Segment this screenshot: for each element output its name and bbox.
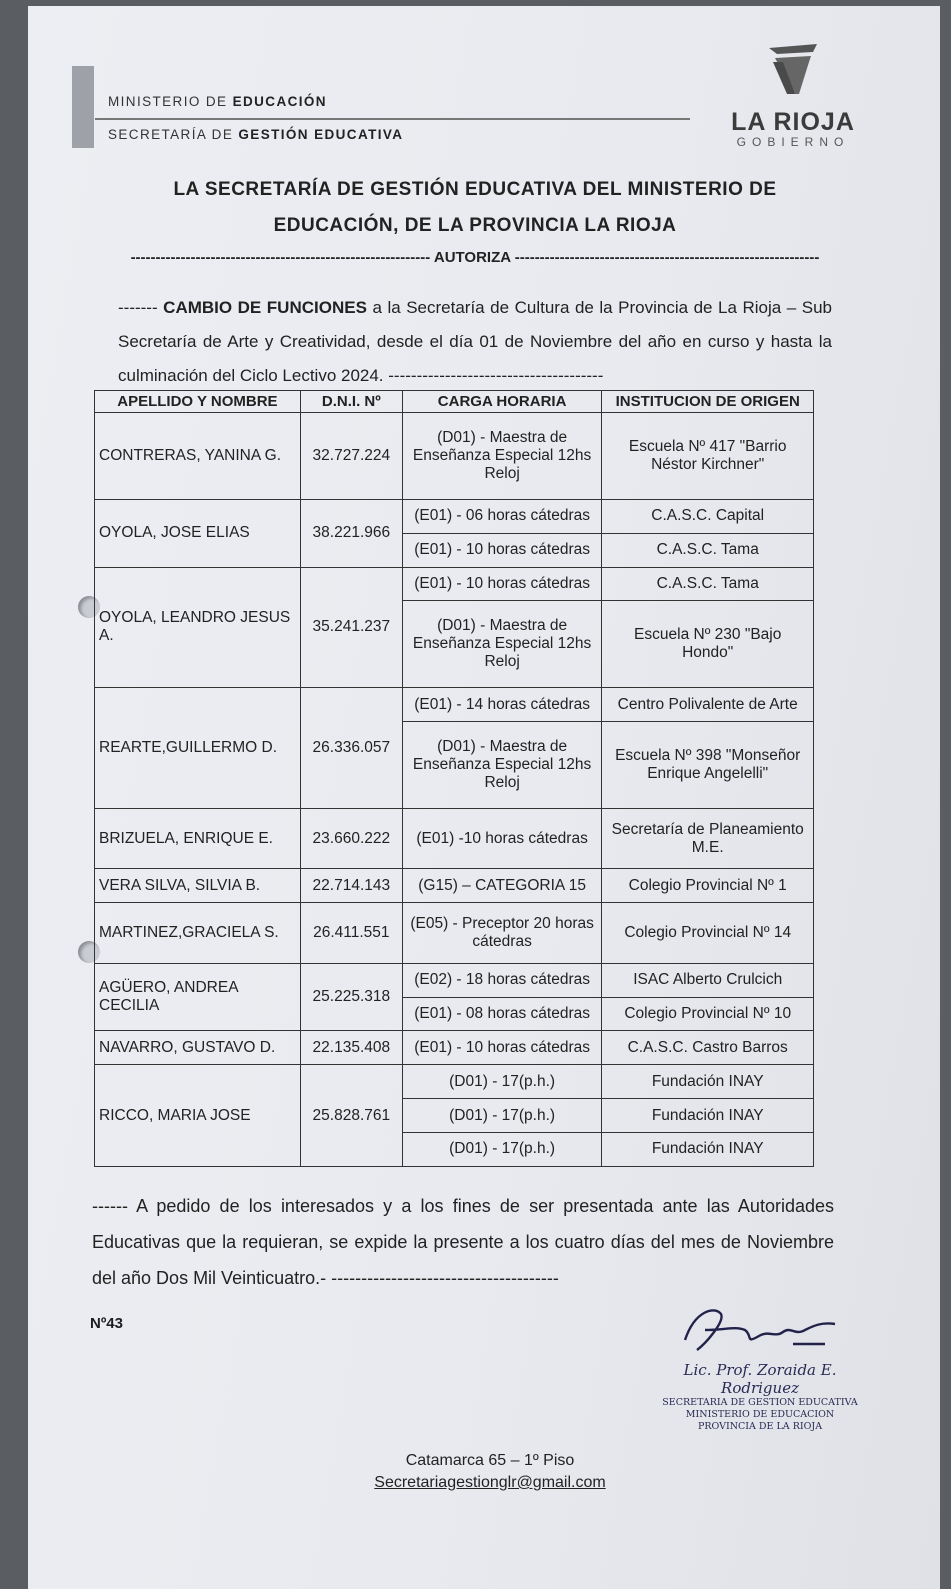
carga-horaria-cell: (E01) -10 horas cátedras (402, 809, 602, 869)
table-row (95, 963, 814, 997)
carga-horaria-cell: (E01) - 08 horas cátedras (402, 997, 602, 1031)
institucion-cell: Escuela Nº 417 "Barrio Néstor Kirchner" (602, 413, 814, 500)
institucion-cell: Colegio Provincial Nº 14 (602, 903, 814, 963)
carga-horaria-cell: (D01) - 17(p.h.) (402, 1132, 602, 1166)
dni-cell: 38.221.966 (300, 499, 402, 567)
institucion-cell: C.A.S.C. Castro Barros (602, 1031, 814, 1065)
institucion-cell: Colegio Provincial Nº 10 (602, 997, 814, 1031)
header-bar (72, 66, 94, 148)
dni-cell: 25.225.318 (300, 963, 402, 1031)
signature-block (660, 1300, 860, 1433)
table-row (95, 413, 814, 500)
closing-paragraph: ------ A pedido de los interesados y a los fines de ser presentada ante las Autoridades Educativas que la requieran, se expide la presente a los cuatro días del mes de Noviembre del año Dos Mil Veinticuatro.- -------------------------------------- (92, 1196, 834, 1288)
carga-horaria-cell: (D01) - 17(p.h.) (402, 1065, 602, 1099)
carga-horaria-cell: (E01) - 10 horas cátedras (402, 1031, 602, 1065)
person-name-cell: CONTRERAS, YANINA G. (95, 413, 301, 500)
signatory-name: Lic. Prof. Zoraida E. Rodriguez (683, 1361, 837, 1397)
secretaria-name: SECRETARÍA DE GESTIÓN EDUCATIVA (108, 127, 404, 142)
institucion-cell: Fundación INAY (602, 1132, 814, 1166)
column-header: CARGA HORARIA (402, 391, 602, 413)
carga-horaria-cell: (E05) - Preceptor 20 horas cátedras (402, 903, 602, 963)
table-row (95, 903, 814, 963)
table-row (95, 688, 814, 722)
person-name-cell: REARTE,GUILLERMO D. (95, 688, 301, 809)
carga-horaria-cell: (D01) - Maestra de Enseñanza Especial 12hs Reloj (402, 722, 602, 809)
document-title: LA SECRETARÍA DE GESTIÓN EDUCATIVA DEL MINISTERIO DE EDUCACIÓN, DE LA PROVINCIA LA RIOJA (173, 179, 777, 236)
dni-cell: 35.241.237 (300, 567, 402, 688)
table-row (95, 499, 814, 533)
institucion-cell: Colegio Provincial Nº 1 (602, 869, 814, 903)
carga-horaria-cell: (D01) - 17(p.h.) (402, 1099, 602, 1133)
person-name-cell: VERA SILVA, SILVIA B. (95, 869, 301, 903)
table-row (95, 1065, 814, 1099)
carga-horaria-cell: (E01) - 14 horas cátedras (402, 688, 602, 722)
institucion-cell: Secretaría de Planeamiento M.E. (602, 809, 814, 869)
carga-horaria-cell: (E02) - 18 horas cátedras (402, 963, 602, 997)
carga-horaria-cell: (E01) - 06 horas cátedras (402, 499, 602, 533)
institucion-cell: C.A.S.C. Tama (602, 533, 814, 567)
footer-address: Catamarca 65 – 1º Piso (405, 1452, 575, 1469)
institucion-cell: C.A.S.C. Tama (602, 567, 814, 601)
logo-mark-icon (765, 42, 821, 104)
person-name-cell: MARTINEZ,GRACIELA S. (95, 903, 301, 963)
institucion-cell: ISAC Alberto Crulcich (602, 963, 814, 997)
person-name-cell: OYOLA, LEANDRO JESUS A. (95, 567, 301, 688)
document-number: Nº43 (90, 1315, 123, 1332)
person-name-cell: AGÜERO, ANDREA CECILIA (95, 963, 301, 1031)
carga-horaria-cell: (E01) - 10 horas cátedras (402, 533, 602, 567)
header-rule (95, 118, 690, 120)
institucion-cell: Centro Polivalente de Arte (602, 688, 814, 722)
dni-cell: 25.828.761 (300, 1065, 402, 1167)
dni-cell: 32.727.224 (300, 413, 402, 500)
autoriza-line: ------------------------------------------------------------ AUTORIZA ------------------------------------------------------------- (130, 249, 820, 266)
footer (300, 1450, 680, 1494)
signatory-role: SECRETARIA DE GESTION EDUCATIVA (662, 1397, 858, 1408)
dni-cell: 22.135.408 (300, 1031, 402, 1065)
column-header: APELLIDO Y NOMBRE (95, 391, 301, 413)
handwritten-signature (675, 1300, 845, 1358)
institucion-cell: Fundación INAY (602, 1065, 814, 1099)
column-header: INSTITUCION DE ORIGEN (602, 391, 814, 413)
logo-text: LA RIOJA (731, 108, 855, 136)
la-rioja-logo (728, 42, 858, 149)
intro-paragraph: ------- CAMBIO DE FUNCIONES a la Secretaría de Cultura de la Provincia de La Rioja – Sub Secretaría de Arte y Creatividad, desde el día 01 de Noviembre del año en curso y hasta la culminación del Ciclo Lectivo 2024. -------------------------------------- (118, 298, 833, 385)
institucion-cell: Escuela Nº 398 "Monseñor Enrique Angelelli" (602, 722, 814, 809)
ministry-name: MINISTERIO DE EDUCACIÓN (108, 94, 327, 109)
carga-horaria-cell: (D01) - Maestra de Enseñanza Especial 12hs Reloj (402, 601, 602, 688)
dni-cell: 22.714.143 (300, 869, 402, 903)
person-name-cell: NAVARRO, GUSTAVO D. (95, 1031, 301, 1065)
carga-horaria-cell: (E01) - 10 horas cátedras (402, 567, 602, 601)
column-header: D.N.I. Nº (300, 391, 402, 413)
person-name-cell: RICCO, MARIA JOSE (95, 1065, 301, 1167)
person-name-cell: OYOLA, JOSE ELIAS (95, 499, 301, 567)
table-row (95, 869, 814, 903)
institucion-cell: C.A.S.C. Capital (602, 499, 814, 533)
person-name-cell: BRIZUELA, ENRIQUE E. (95, 809, 301, 869)
carga-horaria-cell: (G15) – CATEGORIA 15 (402, 869, 602, 903)
signatory-province: PROVINCIA DE LA RIOJA (697, 1421, 823, 1432)
institucion-cell: Fundación INAY (602, 1099, 814, 1133)
institucion-cell: Escuela Nº 230 "Bajo Hondo" (602, 601, 814, 688)
table-row (95, 567, 814, 601)
table-row (95, 809, 814, 869)
logo-subtext: GOBIERNO (736, 135, 850, 149)
dni-cell: 26.336.057 (300, 688, 402, 809)
dni-cell: 23.660.222 (300, 809, 402, 869)
footer-email[interactable]: Secretariagestionglr@gmail.com (374, 1474, 606, 1491)
carga-horaria-cell: (D01) - Maestra de Enseñanza Especial 12hs Reloj (402, 413, 602, 500)
dni-cell: 26.411.551 (300, 903, 402, 963)
signatory-ministry: MINISTERIO DE EDUCACION (685, 1409, 835, 1420)
table-row (95, 1031, 814, 1065)
personnel-table (94, 390, 814, 1167)
